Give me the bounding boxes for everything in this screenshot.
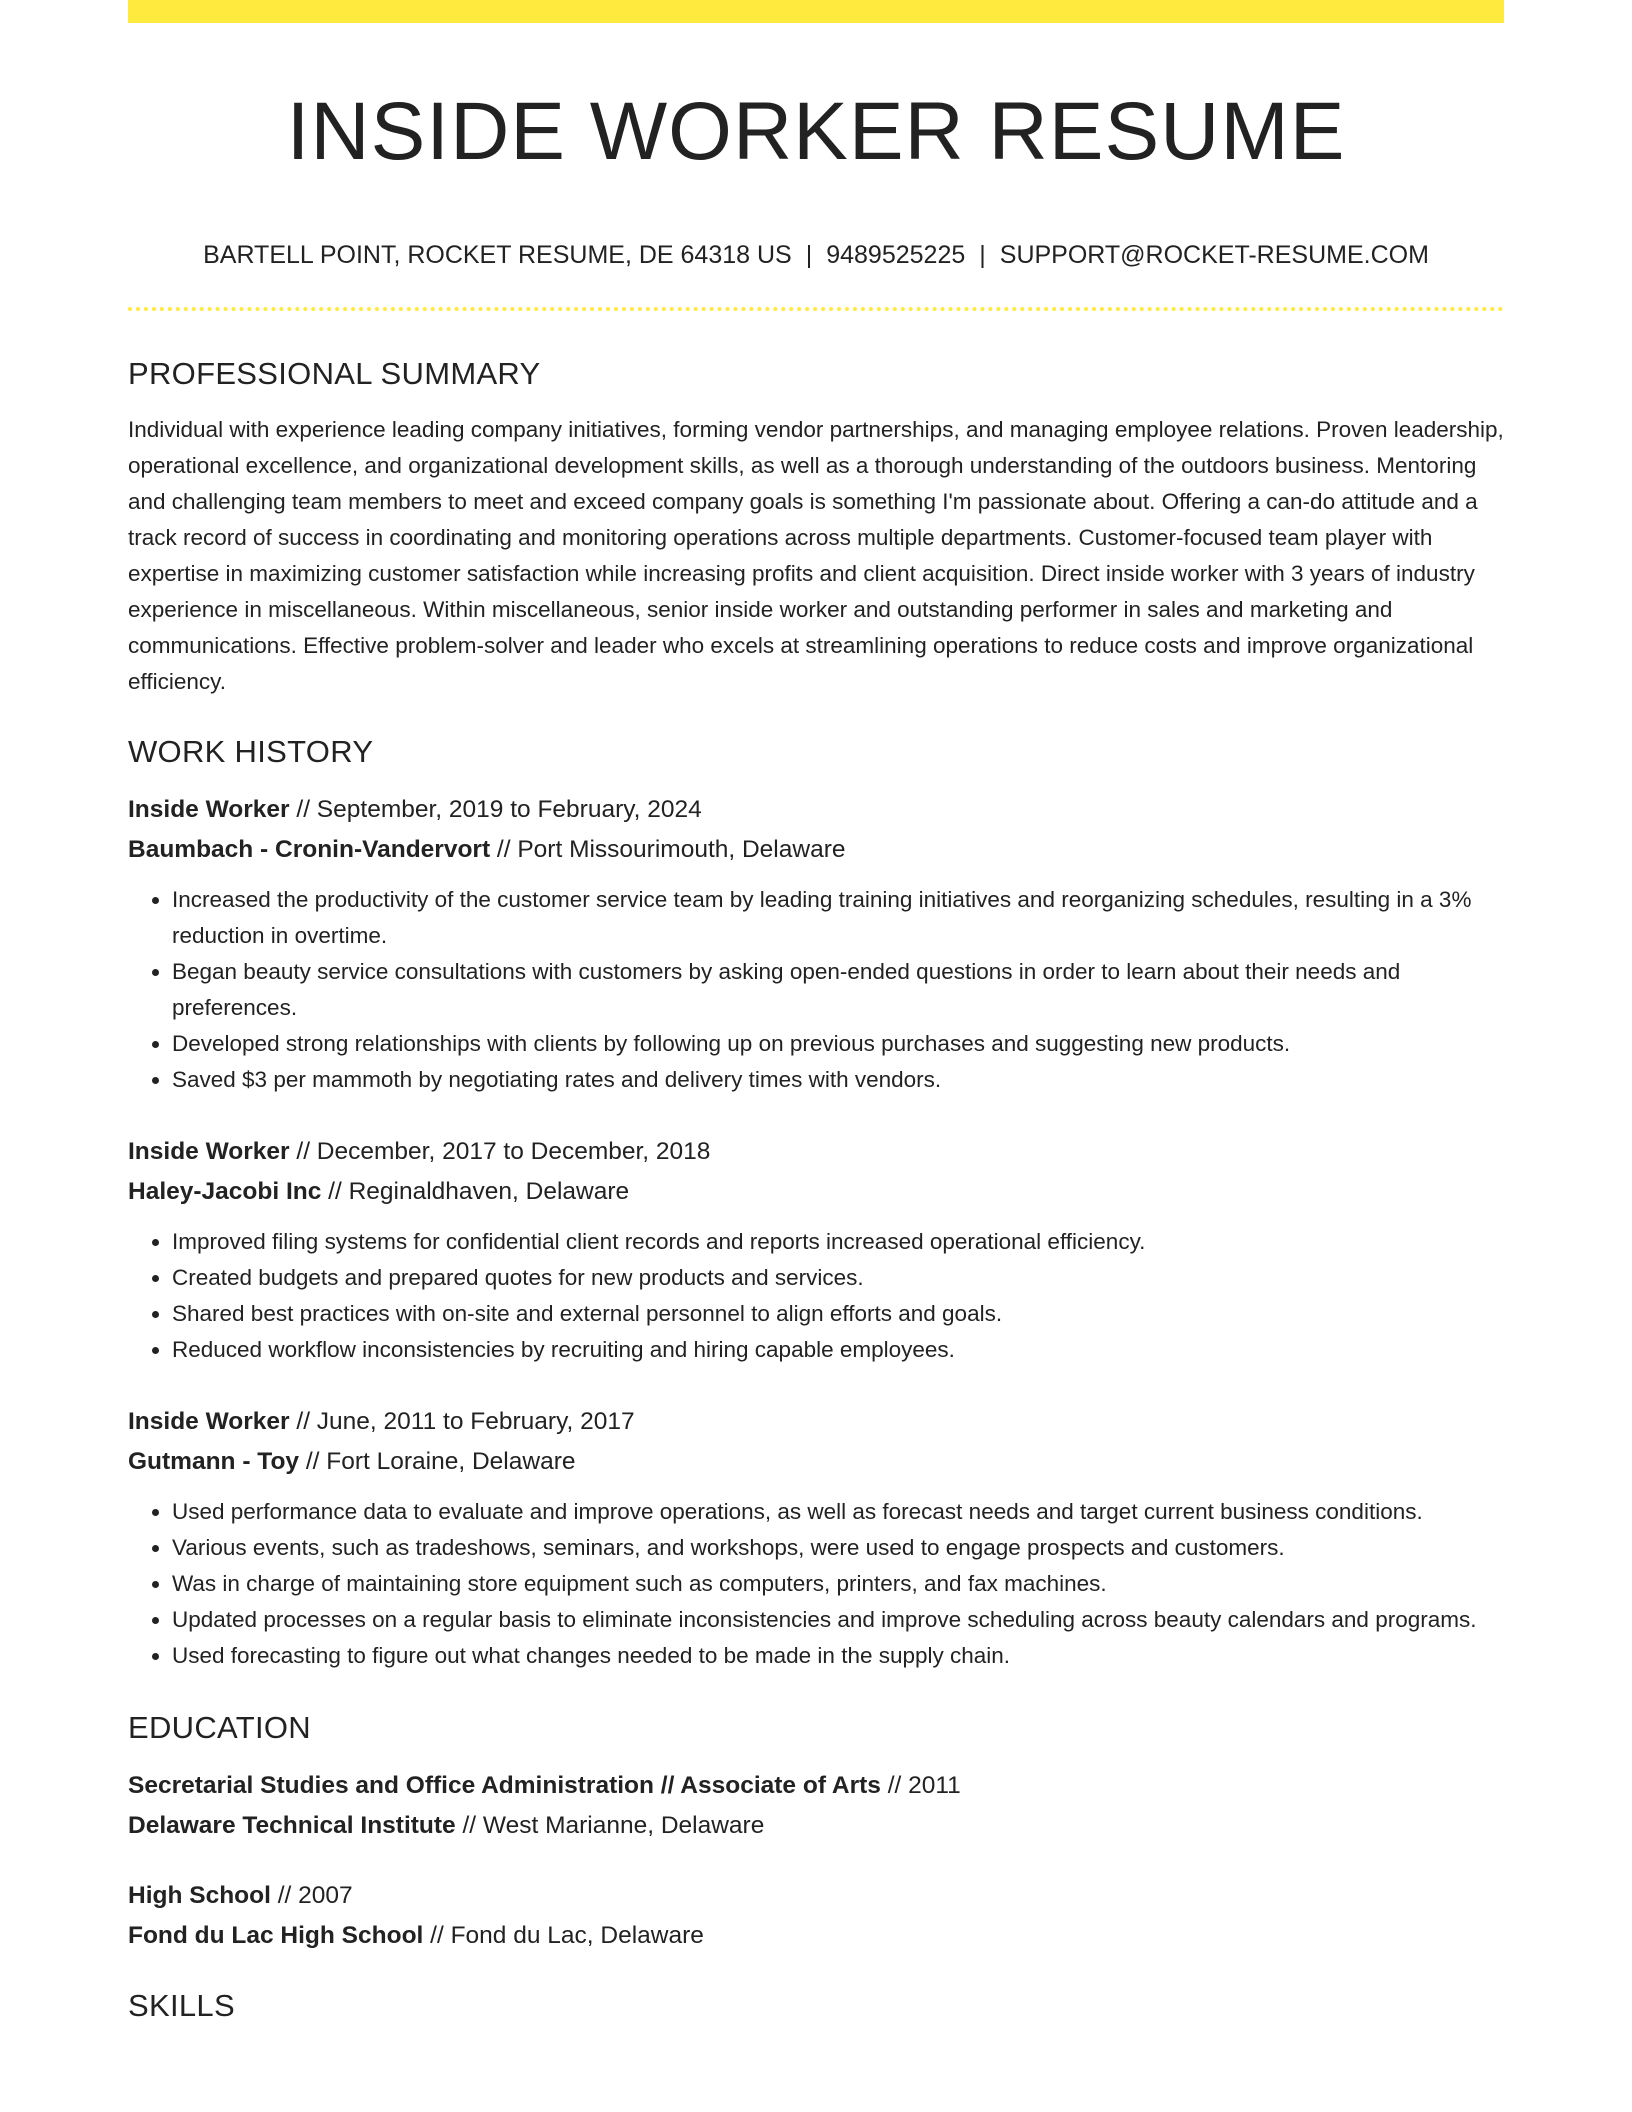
skills-section xyxy=(128,1986,1504,2026)
job-dates: // December, 2017 to December, 2018 xyxy=(289,1138,711,1165)
job-company: Haley-Jacobi Inc xyxy=(128,1178,322,1205)
job-company: Gutmann - Toy xyxy=(128,1448,300,1475)
job-dates: // September, 2019 to February, 2024 xyxy=(289,796,702,823)
contact-separator: | xyxy=(805,241,813,269)
job-company-line xyxy=(128,1442,1504,1482)
job-bullet: • Used forecasting to figure out what changes needed to be made in the supply chain. xyxy=(172,1638,1504,1674)
education-degree: Secretarial Studies and Office Administration // Associate of Arts xyxy=(128,1772,881,1799)
job-bullet: • Was in charge of maintaining store equipment such as computers, printers, and fax machines. xyxy=(172,1566,1504,1602)
work-history-heading: WORK HISTORY xyxy=(128,734,374,769)
dotted-divider xyxy=(128,307,1504,311)
education-year: // 2011 xyxy=(880,1772,961,1799)
contact-address: BARTELL POINT, ROCKET RESUME, DE 64318 US xyxy=(203,241,792,269)
resume-title: INSIDE WORKER RESUME xyxy=(286,86,1346,177)
education-school: Delaware Technical Institute xyxy=(128,1812,456,1839)
job-title-line xyxy=(128,790,1504,830)
job-company: Baumbach - Cronin-Vandervort xyxy=(128,836,491,863)
work-history-section xyxy=(128,732,1504,1674)
education-degree-line xyxy=(128,1766,1504,1806)
job-entry xyxy=(128,790,1504,1098)
education-entry xyxy=(128,1766,1504,1846)
job-bullet: • Shared best practices with on-site and external personnel to align efforts and goals. xyxy=(172,1296,1504,1332)
job-location: // Reginaldhaven, Delaware xyxy=(321,1178,630,1205)
education-school-line xyxy=(128,1916,1504,1956)
job-title: Inside Worker xyxy=(128,1138,290,1165)
job-bullet: • Developed strong relationships with clients by following up on previous purchases and suggesting new products. xyxy=(172,1026,1504,1062)
summary-text: Individual with experience leading company initiatives, forming vendor partnerships, and managing employee relations. Proven leadership, operational excellence, and organizational development skills, as well as a thorough understanding of the outdoors business. Mentoring and challenging team members to meet and exceed company goals is something I'm passionate about. Offering a can-do attitude and a track record of success in coordinating and monitoring operations across multiple departments. Customer-focused team player with expertise in maximizing customer satisfaction while increasing profits and client acquisition. Direct inside worker with 3 years of industry experience in miscellaneous. Within miscellaneous, senior inside worker and outstanding performer in sales and marketing and communications. Effective problem-solver and leader who excels at streamlining operations to reduce costs and improve organizational efficiency. xyxy=(128,417,1504,694)
education-year: // 2007 xyxy=(270,1882,353,1909)
job-bullets xyxy=(128,1494,1504,1674)
job-entry xyxy=(128,1402,1504,1674)
contact-phone: 9489525225 xyxy=(826,241,966,269)
education-location: // West Marianne, Delaware xyxy=(455,1812,765,1839)
contact-line xyxy=(128,238,1504,272)
job-bullet: • Various events, such as tradeshows, seminars, and workshops, were used to engage prospects and customers. xyxy=(172,1530,1504,1566)
education-entry xyxy=(128,1876,1504,1956)
job-entry xyxy=(128,1132,1504,1368)
job-bullet: • Updated processes on a regular basis to eliminate inconsistencies and improve scheduling across beauty calendars and programs. xyxy=(172,1602,1504,1638)
job-bullet: • Improved filing systems for confidential client records and reports increased operational efficiency. xyxy=(172,1224,1504,1260)
job-bullet: • Reduced workflow inconsistencies by recruiting and hiring capable employees. xyxy=(172,1332,1504,1368)
job-title: Inside Worker xyxy=(128,1408,290,1435)
job-bullet: • Saved $3 per mammoth by negotiating rates and delivery times with vendors. xyxy=(172,1062,1504,1098)
job-bullets xyxy=(128,1224,1504,1368)
top-accent-bar xyxy=(128,0,1504,23)
job-company-line xyxy=(128,830,1504,870)
education-heading: EDUCATION xyxy=(128,1710,311,1745)
education-school: Fond du Lac High School xyxy=(128,1922,424,1949)
job-dates: // June, 2011 to February, 2017 xyxy=(289,1408,635,1435)
job-title-line xyxy=(128,1132,1504,1172)
education-school-line xyxy=(128,1806,1504,1846)
contact-separator: | xyxy=(979,241,986,269)
education-degree-line xyxy=(128,1876,1504,1916)
education-location: // Fond du Lac, Delaware xyxy=(423,1922,704,1949)
summary-section xyxy=(128,354,1504,700)
job-bullet: • Used performance data to evaluate and improve operations, as well as forecast needs and target current business conditions. xyxy=(172,1494,1504,1530)
job-location: // Port Missourimouth, Delaware xyxy=(490,836,846,863)
job-location: // Fort Loraine, Delaware xyxy=(299,1448,576,1475)
job-bullet: • Created budgets and prepared quotes for new products and services. xyxy=(172,1260,1504,1296)
job-bullet: • Increased the productivity of the customer service team by leading training initiatives and reorganizing schedules, resulting in a 3% reduction in overtime. xyxy=(172,882,1504,954)
education-degree: High School xyxy=(128,1882,271,1909)
skills-heading: SKILLS xyxy=(128,1988,235,2023)
contact-email: SUPPORT@ROCKET-RESUME.COM xyxy=(999,241,1429,269)
education-section xyxy=(128,1708,1504,1956)
job-bullets xyxy=(128,882,1504,1098)
job-company-line xyxy=(128,1172,1504,1212)
job-title: Inside Worker xyxy=(128,796,290,823)
resume-body xyxy=(128,354,1504,2044)
summary-heading: PROFESSIONAL SUMMARY xyxy=(128,356,541,391)
job-bullet: • Began beauty service consultations with customers by asking open-ended questions in order to learn about their needs and preferences. xyxy=(172,954,1504,1026)
job-title-line xyxy=(128,1402,1504,1442)
